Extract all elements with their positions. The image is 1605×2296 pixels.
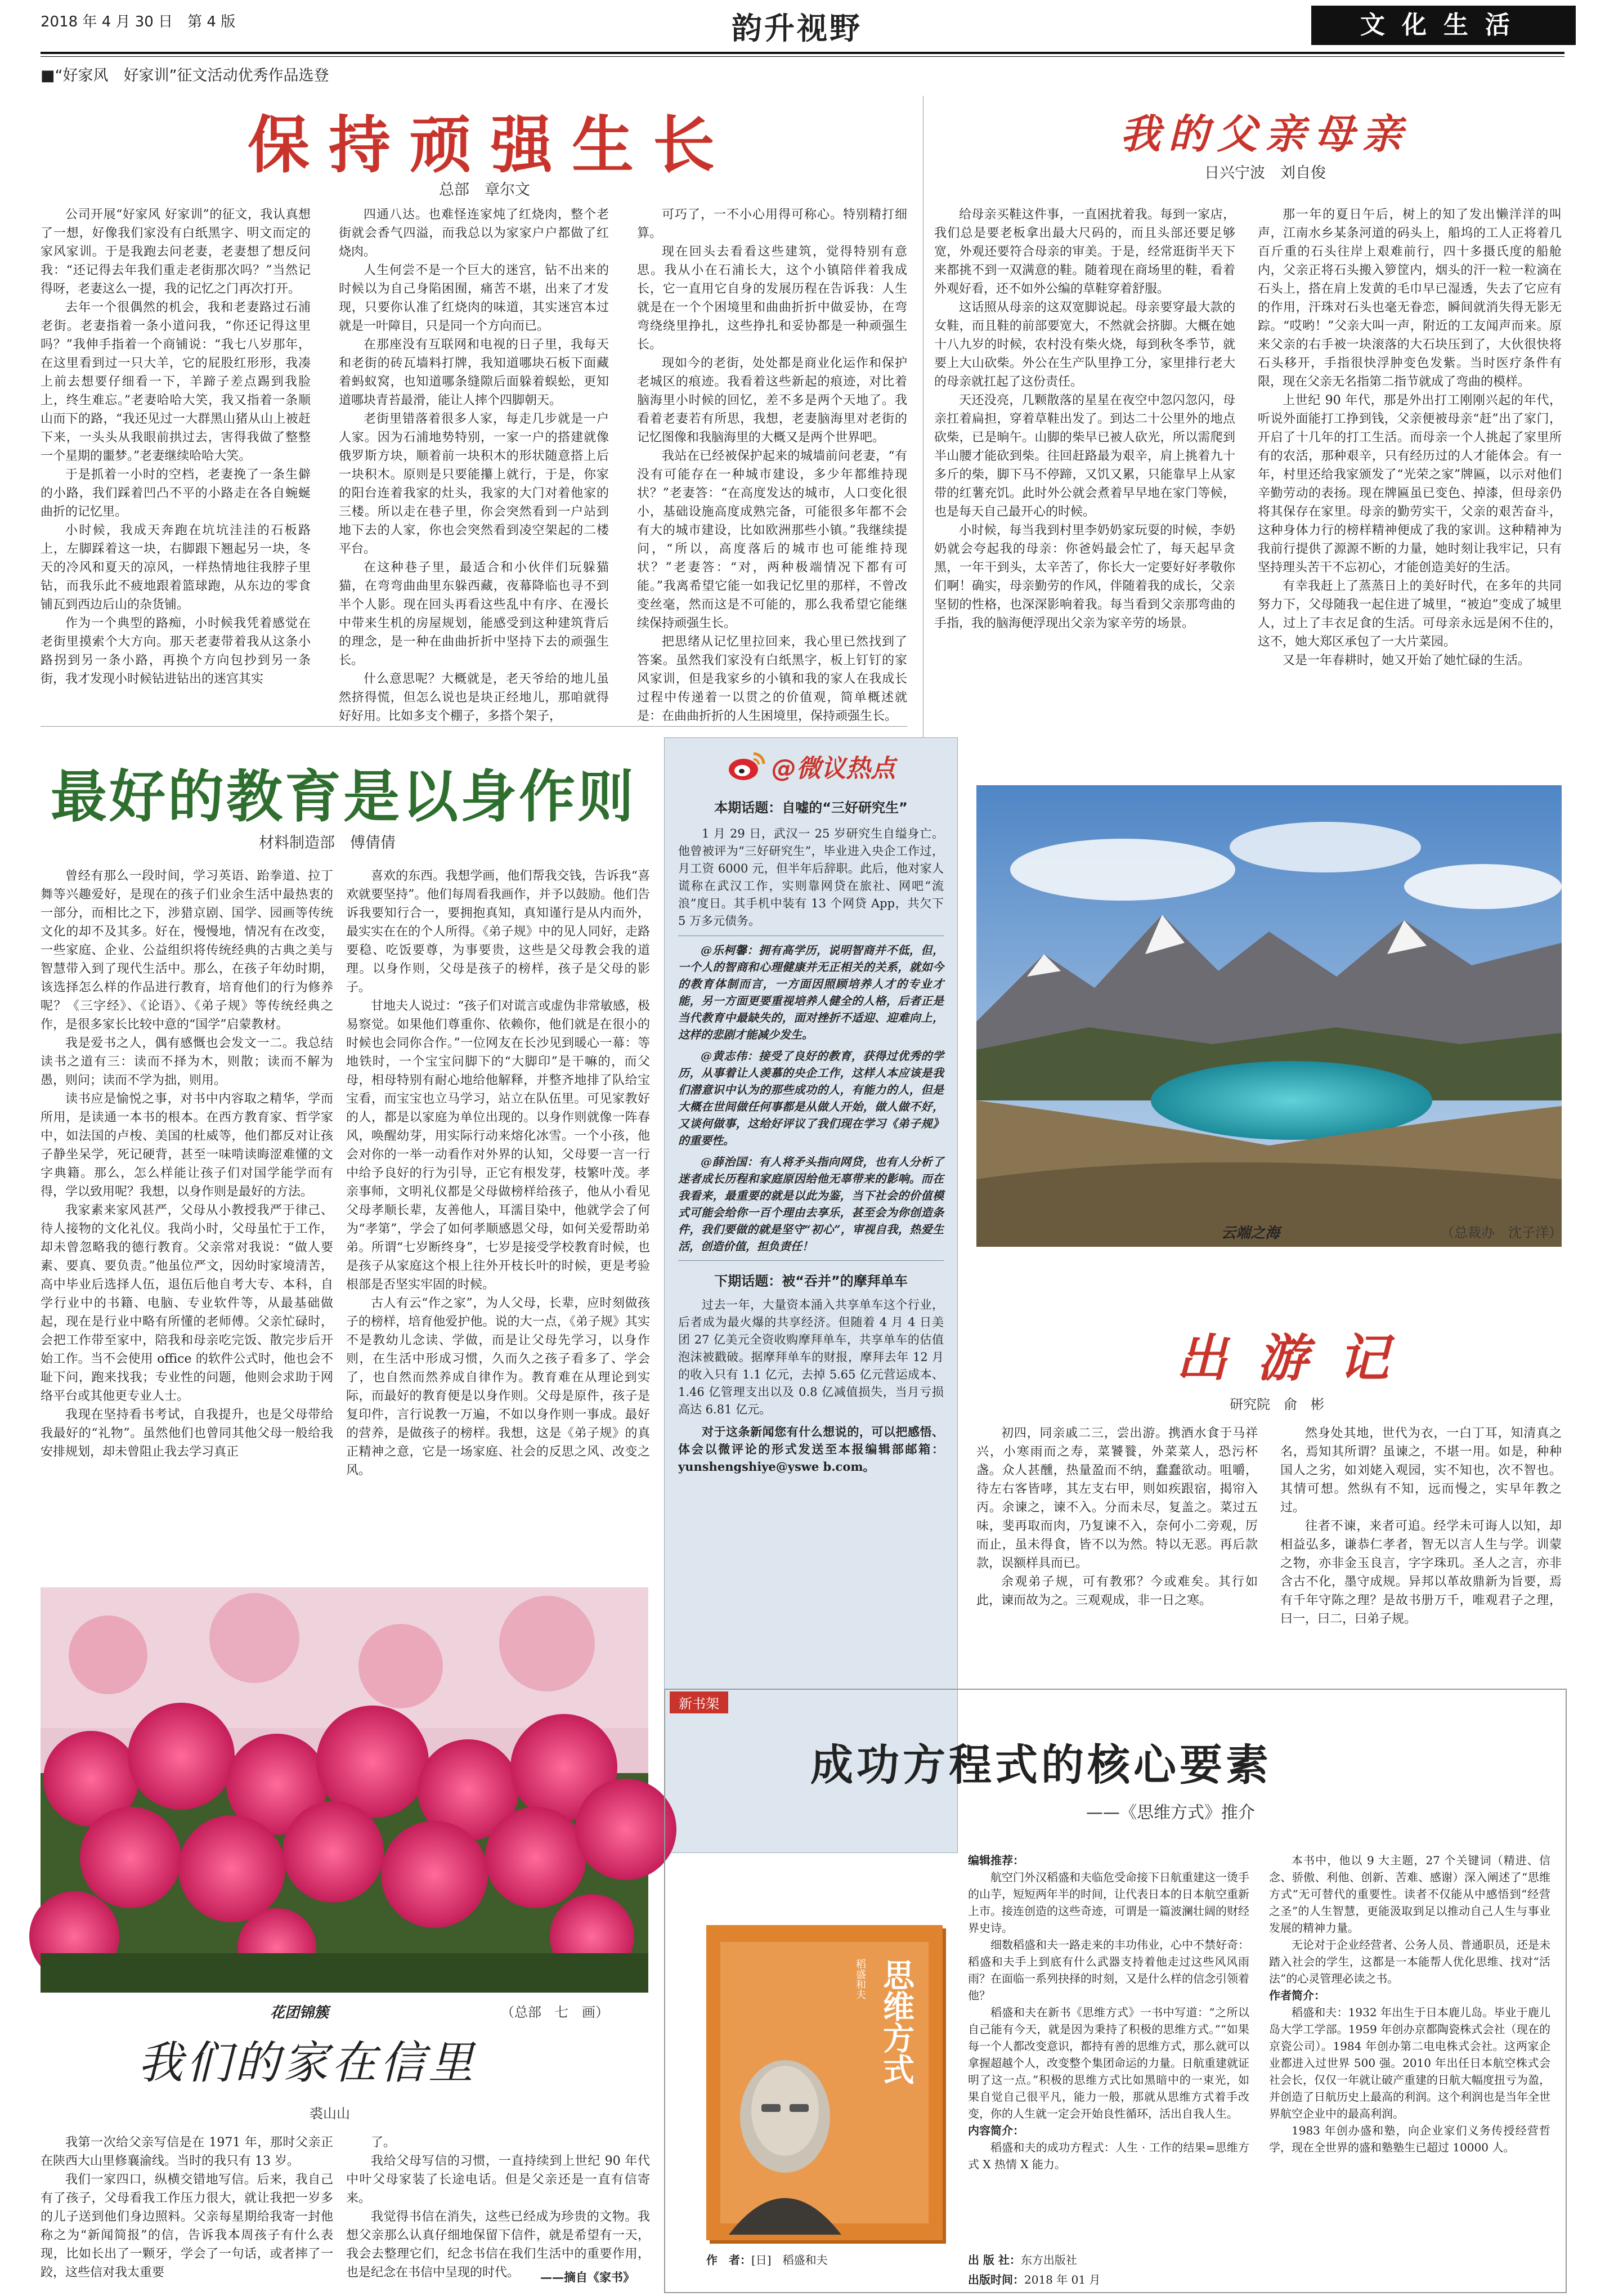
article3-byline: 材料制造部 傅倩倩 bbox=[259, 834, 396, 852]
article4-col1: 初四，同亲戚二三，尝出游。携酒水食于马祥兴，小寒雨而之寿，菜饕餮，外菜菜人，恐污杯盏。众人甚醺，热量盈而不纳，蠢蠢欲动。咀嚼，待左右客皆哮，其左支右甲，则如疾跟宿，揭帘入丙。余谏之，谏不入。分而未尽，复盖之。菜过五味，斐再取而肉，乃复谏不入，奈何小二旁观，厉而止，虽未得食，皆不以为然。特以无恶。再后款款，误额样具而已。 余观弟子规，可有教邪？今或难矣。其行如此，谏而故为之。三观观成，非一日之寒。 bbox=[976, 1426, 1258, 1608]
book-title: 成功方程式的核心要素 bbox=[810, 1740, 1272, 1790]
article5-source: ——摘自《家书》 bbox=[540, 2270, 635, 2284]
weibo-icon bbox=[727, 750, 766, 782]
weibo-topic2-title: 下期话题：被“吞并”的摩拜单车 bbox=[714, 1273, 908, 1289]
lake-photo-caption: 云端之海 bbox=[1221, 1225, 1280, 1242]
book-editor-recommendation: 编辑推荐： 航空门外汉稻盛和夫临危受命接下日航重建这一烫手的山芋，短短两年半的时间，让代表日本的日本航空重新上市。接连创造的这些奇迹，可谓是一篇波澜壮阔的财经界史诗。 细数稻盛和夫一路走来的丰功伟业，心中不禁好奇：稻盛和夫手上到底有什么武器支持着他走过这些风风雨雨？在面临一系列抉择的时刻，又是什么样的信念引领着他？ 稻盛和夫在新书《思维方式》一书中写道：“之所以自己能有今天，就是因为秉持了积极的思维方式。”“如果每一个人都改变意识，都持有善的思维方式，那么就可以拿握超越个人，改变整个集团命运的力量。日航重建就证明了这一点。”积极的思维方式比如黑暗中的一束光，如果自觉自己很平凡，能力一般，那就从思维方式着手改变，你的人生就一定会开始良性循环，活出自我人生。 内容简介： 稻盛和夫的成功方程式：人生 · 工作的结果=思维方式 X 热情 X 能力。 bbox=[968, 1854, 1249, 2171]
flowers-photo-credit: （总部 七 画） bbox=[501, 2004, 609, 2020]
article1-col2: 四通八达。也难怪连家炖了红烧肉，整个老街就会香气四溢，而我总以为家家户户都做了红烧肉。 人生何尝不是一个巨大的迷宫，钻不出来的时候以为自己身陷困囿，痛苦不堪，出来了才发现，只要你认准了红烧肉的味道，其实迷宫本过就是一叶障目，只是同一个方向而已。 在那座没有互联网和电视的日子里，我每天和老街的砖瓦墙料打牌，我知道哪块石板下面藏着蚂蚁窝，也知道哪条缝隙后面躲着蜈蚣，更知道哪块青苔最滑，能让人摔个四脚朝天。 老街里错落着很多人家，每走几步就是一户人家。因为石浦地势特别，一家一户的搭建就像俄罗斯方块，顺着前一块积木的形状随意搭上后一块积木。原则是只要能攥上就行，于是，你家的阳台连着我家的灶头，我家的大门对着他家的三楼。所以走在巷子里，你会突然看到一户站到地下去的人家，你也会突然看到凌空架起的二楼平台。 在这种巷子里，最适合和小伙伴们玩躲猫猫，在弯弯曲曲里东躲西藏，夜幕降临也寻不到半个人影。现在回头再看这些乱中有序、在漫长中带来生机的房屋规划，能感受到这种建筑背后的理念，是一种在曲曲折折中坚持下去的顽强生长。 什么意思呢？大概就是，老天爷给的地儿虽然挤得慌，但怎么说也是块正经地儿，那咱就得好好用。比如多支个棚子，多搭个架子， bbox=[339, 208, 609, 723]
weibo-header bbox=[665, 748, 957, 784]
article3-col1: 曾经有那么一段时间，学习英语、跆拳道、拉丁舞等兴趣爱好，是现在的孩子们业余生活中最热衷的一部分，而相比之下，涉猎京剧、国学、园画等传统文化的却不及其多。好在，慢慢地，情况有在改变，一些家庭、企业、公益组织将传统经典的古典之美与智慧带入到了现代生活中。那么，在孩子年幼时期，该选择怎么样的作品进行教育，培育他们的行为修养呢？《三字经》、《论语》、《弟子规》等传统经典之作，是很多家长比较中意的“国学”启蒙教材。 我是爱书之人，偶有感慨也会发文一二。我总结读书之道有三：读而不择为木，则散；读而不解为愚，则问；读而不学为拙，则用。 读书应是愉悦之事，对书中内容取之精华，学而所用，是读通一本书的根本。在西方教育家、哲学家中，如法国的卢梭、美国的杜威等，他们都反对让孩子静坐呆学，死记硬背，甚至一味啃读晦涩难懂的文字典籍。那么，怎么样能让孩子们对国学能学而有得，学以致用呢？我想，以身作则是最好的方法。 我家素来家风甚严，父母从小教授我严于律己、待人接物的文化礼仪。我尚小时，父母虽忙于工作，却未曾忽略我的德行教育。父亲常对我说：“做人要素、要真、要负责。”他虽位严文，因幼时家境清苦，高中毕业后选择人伍，退伍后他自考大专、本科，自学行业中的书籍、电脑、专业软件等，从最基础做起，现在是行业中略有所懂的老师傅。父亲忙碌时，会把工作带至家中，陪我和母亲吃完饭、散完步后开始工作。当不会使用 office 的软件公式时，他也会不耻下问，跑来找我；专业性的问题，他则会求助于网络平台或其他更专业人士。 我现在坚持看书考试，自我提升，也是父母带给我最好的“礼物”。虽然他们也曾同其他父母一般给我安排规划，却未曾阻止我去学习真正 bbox=[41, 869, 333, 1459]
article5-col1: 我第一次给父亲写信是在 1971 年，那时父亲正在陕西大山里修襄渝线。当时的我只有 13 岁。 我们一家四口，纵横交错地写信。后来，我自己有了孩子，父母看我工作压力很大，就让我把一岁多的儿子送到他们身边照料。父亲每星期给我寄一封他称之为“新闻简报”的信，告诉我本周孩子有什么表现，比如长出了一颗牙，学会了一句话，或者摔了一跤，这些信对我太重要 bbox=[41, 2136, 333, 2280]
book-meta-publisher: 出 版 社：东方出版社 bbox=[968, 2253, 1077, 2267]
weibo-topic1-title: 本期话题：自嘘的“三好研究生” bbox=[714, 800, 908, 816]
lake-photo-image bbox=[976, 785, 1562, 1247]
weibo-hot-topics-box bbox=[664, 737, 958, 1853]
header-rule-thin bbox=[41, 56, 1564, 57]
article2-byline: 日兴宁波 刘自俊 bbox=[1204, 164, 1326, 182]
book-meta-2 bbox=[968, 2252, 1137, 2268]
article4-byline: 研究院 俞 彬 bbox=[1230, 1397, 1324, 1412]
paper-name: 韵升视野 bbox=[732, 10, 862, 46]
article2-col1: 给母亲买鞋这件事，一直困扰着我。每到一家店，我们总是要老板拿出最大尺码的，而且头部还要足够宽，外观还要符合母亲的审美。于是，经常逛街半天下来都挑不到一双满意的鞋。随着现在商场里的鞋，看着外观好看，还不如外公编的草鞋穿着舒服。 这话照从母亲的这双宽脚说起。母亲要穿最大款的女鞋，而且鞋的前部要宽大，不然就会挤脚。大概在她十八九岁的时候，农村没有柴火烧，每到秋冬季节，就要上大山砍柴。外公在生产队里挣工分，家里排行老大的母亲就扛起了这份责任。 天还没亮，几颗散落的星星在夜空中忽闪忽闪，母亲扛着扁担，穿着草鞋出发了。到达二十公里外的地点砍柴，已是晌午。山脚的柴早已被人砍光，所以需爬到半山腰才能砍到柴。往回赶路最为艰辛，肩上挑着九十多斤的柴，脚下马不停蹄，又饥又累，只能靠早上从家带的红薯充饥。此时外公就会煮着早早地在家门等候，也是每天自己最开心的时候。 小时候，每当我到村里李奶奶家玩耍的时候，李奶奶就会夸起我的母亲：你爸妈最会忙了，每天起早贪黑，一年干到头，太辛苦了，你长大一定要好好孝敬你们啊！确实，母亲勤劳的作风，伴随着我的成长，父亲坚韧的性格，也深深影响着我。每当看到父亲那弯曲的手指，我的脑海便浮现出父亲为家辛劳的场景。 bbox=[934, 208, 1235, 630]
book-meta-3 bbox=[968, 2271, 1193, 2288]
weibo-topic1-comments: @乐柯馨：拥有高学历，说明智商并不低，但，一个人的智商和心理健康并无正相关的关系，就如今的教育体制而言，一方面因照顾培养人才的专业才能，另一方面更要重视培养人健全的人格，后者正是当代教育中最缺失的，面对挫折不适迎、迎难向上，这样的悲剧才能减少发生。 @黄志伟：接受了良好的教育，获得过优秀的学历，从事着让人羡慕的央企工作，这样人本应该是我们潜意识中认为的那些成功的人，有能力的人，但是大概在世间做任何事都是从做人开始，做人做不好，又谈何做事，这给好评议了我们现在学习《弟子规》的重要性。 @薛治国：有人将矛头指向网贷，也有人分析了迷者成长历程和家庭原因给他无辜带来的影响。而在我看来，最重要的就是以此为鉴，当下社会的价值模式可能会给你一百个理由去享乐，甚至会为你创造条件，我们要做的就是坚守“初心”，审视自我，热爱生活，创造价值，担负责任！ bbox=[678, 943, 944, 1253]
article3-title: 最好的教育是以身作则 bbox=[51, 764, 636, 830]
lake-mountain-photo bbox=[976, 785, 1562, 1247]
article3-col2: 喜欢的东西。我想学画，他们帮我交钱，告诉我“喜欢就要坚持”。他们每周看我画作，并予以鼓励。他们告诉我要知行合一，要拥抱真知，真知谨行是从内而外，最实实在在的个人所得。《弟子规》中的见人同好，走路要稳、吃饭要尊，为事要贵，这些是父母教会我的道理。以身作则，父母是孩子的榜样，孩子是父母的影子。 甘地夫人说过：“孩子们对谎言或虚伪非常敏感，极易察觉。如果他们尊重你、依赖你，他们就是在很小的时候也会同你合作。”一位网友在长沙见到暖心一幕：等地铁时，一个宝宝问脚下的“大脚印”是干嘛的，而父母，相母特别有耐心地给他解释，并整齐地排了队给宝宝看，而宝宝也立马学习，站立在队伍里。可见家教好的人，都是以家庭为单位出现的。以身作则就像一阵春风，唤醒幼芽，用实际行动来熔化冰雪。一个小孩，他会对你的一举一动看作对外界的认知，父母要一言一行中给予良好的行为引导，正它有根发芽，枝繁叶茂。孝亲事师，文明礼仪都是父母做榜样给孩子，他从小看见父母孝顺长辈，友善他人，耳濡目染中，他就学会了何为“孝第”，学会了如何孝顺感恩父母，如何关爱帮助弟弟。所谓“七岁断终身”，七岁是接受学校教育时候，也是孩子从家庭这个根上往外开枝长叶的时候，更是考验根部是否坚实牢固的时候。 古人有云“作之家”，为人父母，长辈，应时刻做孩子的榜样，培育他爱护他。说的大一点，《弟子规》其实不是教幼儿念读、学做，而是让父母先学习，以身作则，在生活中形成习惯，久而久之孩子看多了、学会了，也自然而然养成自律作为。教育难在从理论到实际，而最好的教育便是以身作则。父母是原件，孩子是复印件，言行说教一万遍，不如以身作则一事成。最好的营养，是做孩子的榜样。我想，这是《弟子规》的真正精神之意，它是一场家庭、社会的反思之风、改变之风。 bbox=[346, 869, 650, 1478]
book-cover bbox=[706, 1925, 943, 2240]
flowers-photo-image bbox=[41, 1587, 648, 1993]
flowers-photo-caption: 花团锦簇 bbox=[270, 2004, 329, 2021]
weibo-topic2-body: 过去一年，大量资本涌入共享单车这个行业，后者成为最火爆的共享经济。但随着 4 月 4 日美团 27 亿美元全资收购摩拜单车，共享单车的估值泡沫被戳破。据摩拜单车的财报，摩拜去年 12 月的收入只有 1.1 亿元，去掉 5.65 亿元营运成本、1.46 亿管理支出以及 0.8 亿减值损失，当月亏损高达 6.81 亿元。 对于这条新闻您有什么想说的，可以把感悟、体会以微评论的形式发送至本报编辑部邮箱：yunshengshiye@yswe b.com。 bbox=[678, 1298, 944, 1474]
article5-col2: 了。 我给父母写信的习惯，一直持续到上世纪 90 年代中叶父母家装了长途电话。但是父亲还是一直有信寄来。 我觉得书信在消失，这些已经成为珍贵的文物。我想父亲那么认真仔细地保留下信件，就是希望有一天，我会去整理它们，纪念书信在我们生活中的重要作用，也是纪念在书信中呈现的时代。 bbox=[346, 2136, 650, 2280]
campaign-label: ■“好家风 好家训”征文活动优秀作品选登 bbox=[41, 67, 329, 84]
article1-title: 保持顽强生长 bbox=[248, 109, 734, 181]
article5-byline: 裘山山 bbox=[310, 2106, 350, 2122]
book-meta bbox=[706, 2252, 954, 2268]
book-meta-author: 作 者：[日] 稻盛和夫 bbox=[706, 2253, 828, 2267]
article1-col1: 公司开展“好家风 好家训”的征文，我认真想了一想，好像我们家没有白纸黑字、明文而定的家风家训。于是我跑去问老妻，老妻想了想反问我：“还记得去年我们重走老街那次吗？”当然记得呀，老妻这么一提，我的记忆之门再次打开。 去年一个很偶然的机会，我和老妻路过石浦老街。老妻指着一条小道问我，“你还记得这里吗？”我伸手指着一个商铺说：“我七八岁那年，在这里看到过一只大羊，它的屁股红形形，我凑上前去想要仔细看一下，羊蹄子差点踢到我脸上，终生难忘。”老妻哈哈大笑，我又指着一条顺山而下的路，“我还见过一大群黑山猪从山上被赶下来，一头头从我眼前拱过去，害得我做了整整一个星期的噩梦。”老妻继续哈哈大笑。 于是抓着一小时的空档，老妻挽了一条生僻的小路，我们踩着凹凸不平的小路走在各自蜿蜒曲折的记忆里。 小时候，我成天奔跑在坑坑洼洼的石板路上，左脚踩着这一块，右脚跟下翘起另一块，冬天的冷风和夏天的凉风，一样热情地往我脖子里钻，而我乐此不疲地跟着篮球跑，从东边的零食铺瓦到西边后山的杂货铺。 作为一个典型的路痴，小时候我凭着感觉在老街里摸索个大方向。那天老妻带着我从这条小路拐到另一条小路，再换个方向包抄到另一条街，我才发现小时候钻进钻出的迷宫其实 bbox=[41, 208, 311, 686]
book-meta-date: 出版时间：2018 年 01 月 bbox=[968, 2273, 1101, 2286]
weibo-topic1-body: 1 月 29 日，武汉一 25 岁研究生自缢身亡。他曾被评为“三好研究生”，毕业进入央企工作过，月工资 6000 元，但半年后辞职。此后，他对家人谎称在武汉工作，实则靠网贷在旅社、网吧“流浪”度日。其手机中装有 13 个网贷 App，共欠下 5 万多元债务。 bbox=[678, 827, 944, 928]
article2-title: 我的父亲母亲 bbox=[1120, 110, 1411, 158]
weibo-header-label: @微议热点 bbox=[772, 754, 895, 783]
book-cover-title: 思维方式 bbox=[878, 1959, 915, 2085]
lake-photo-credit: （总裁办 沈子洋） bbox=[1441, 1225, 1562, 1241]
book-cover-author: 稻盛和夫 bbox=[854, 1959, 866, 1999]
book-subtitle: ——《思维方式》推介 bbox=[1086, 1803, 1255, 1823]
weibo-divider bbox=[678, 1260, 944, 1261]
issue-date: 2018 年 4 月 30 日 第 4 版 bbox=[41, 14, 236, 30]
article1-col3: 可巧了，一不小心用得可称心。特别精打细算。 现在回头去看看这些建筑，觉得特别有意思。我从小在石浦长大，这个小镇陪伴着我成长，它一直用它自身的发展历程在告诉我：人生就是在一个个困境里和曲曲折折中做妥协，在弯弯绕绕里挣扎，这些挣扎和妥协都是一种顽强生长。 现如今的老街，处处都是商业化运作和保护老城区的痕迹。我看着这些新起的痕迹，对比着脑海里小时候的回忆，差不多是两个天地了。我看着老妻若有所思，我想，老妻脑海里对老街的记忆图像和我脑海里的大概又是两个世界吧。 我站在已经被保护起来的城墙前问老妻，“有没有可能存在一种城市建设，多少年都维持现状？”老妻答：“在高度发达的城市，人口变化很小，基础设施高度成熟完备，可能很多年都不会有大的城市建设，比如欧洲那些小镇。”我继续提问，“所以，高度落后的城市也可能维持现状？”老妻答：“对，两种极端情况下都有可能。”我离希望它能一如我记忆里的那样，不曾改变丝毫，然而这是不可能的，那么我希望它能继续保持顽强生长。 把思绪从记忆里拉回来，我心里已然找到了答案。虽然我们家没有白纸黑字，板上钉钉的家风家训，但是我家乡的小镇和我的家人在我成长过程中传递着一以贯之的价值观，简单概述就是：在曲曲折折的人生困境里，保持顽强生长。 bbox=[637, 208, 907, 723]
article4-title: 出游记 bbox=[1176, 1328, 1419, 1388]
divider-horizontal bbox=[41, 726, 907, 727]
article5-title: 我们的家在信里 bbox=[138, 2037, 477, 2089]
article4-col2: 然身处其地，世代为衣，一白丁耳，知清真之名，焉知其所谓？虽谏之，不堪一用。如是，种种国人之劣，如刘姥入观园，实不知也，次不智也。其情可想。然纵有不知，远而慢之，实早年教之过。 往者不谏，来者可追。经学未可诲人以知，却相益弘多，谦恭仁孝者，智无以言人生与学。训蒙之物，亦非金玉良言，字字珠玑。圣人之言，亦非含古不化，墨守成规。异邦以革故鼎新为旨要，焉有千年守陈之理？是故书册万千，唯观君子之理，曰一，曰二，曰弟子规。 bbox=[1280, 1426, 1562, 1626]
flowers-photo bbox=[41, 1587, 648, 1993]
header-rule bbox=[41, 52, 1564, 54]
book-tag: 新书架 bbox=[670, 1691, 728, 1713]
article2-col2: 那一年的夏日午后，树上的知了发出懒洋洋的叫声，江南水乡某条河道的码头上，船坞的工人正将着几百斤重的石头往岸上艰难前行，四十多摄氏度的船舱内，父亲正将石头搬入箩筐内，烟头的汗一粒一粒滴在石头上，搭在肩上发黄的毛巾早已湿透，失去了它应有的作用，汗珠对石头也毫无眷恋，瞬间就消失得无影无踪。“哎哟！”父亲大叫一声，附近的工友闻声而来。原来父亲的右手被一块滚落的大石块压到了，大伙很快将石头移开，手指很快浮肿变色发紫。当时医疗条件有限，现在父亲无名指第二指节就成了弯曲的模样。 上世纪 90 年代，那是外出打工刚刚兴起的年代，听说外面能打工挣到钱，父亲便被母亲“赶”出了家门，开启了十几年的打工生活。而母亲一个人挑起了家里所有的农活，那种艰辛，只有经历过的人才能体会。有一年，村里还给我家颁发了“光荣之家”牌匾，以示对他们辛勤劳动的表扬。现在牌匾虽已变色、掉漆，但母亲仍将其保存在家里。母亲的勤劳实干，父亲的艰苦奋斗，这种身体力行的榜样精神便成了我的家训。这种精神为我前行提供了源源不断的力量，她时刻让我牢记，只有坚持理头苦干不忘初心，才能创造美好的生活。 有幸我赶上了蒸蒸日上的美好时代，在多年的共同努力下，父母随我一起住进了城里，“被迫”变成了城里人，过上了丰衣足食的生活。可母亲永远是闲不住的，这不，她大郑区承包了一大片菜园。 又是一年春耕时，她又开始了她忙碌的生活。 bbox=[1258, 208, 1562, 668]
article1-byline: 总部 章尔文 bbox=[439, 181, 530, 199]
book-cover-portrait bbox=[718, 2043, 853, 2235]
section-title: 文化生活 bbox=[1311, 6, 1576, 45]
book-right-column: 本书中，他以 9 大主题，27 个关键词（精进、信念、骄傲、利他、创新、苦难、感谢）深入阐述了“思维方式”无可替代的重要性。读者不仅能从中感悟到“经营之圣”的人生智慧，更能汲取到足以推动自己人生与事业发展的精神力量。 无论对于企业经营者、公务人员、普通职员，还是未踏入社会的学生，这都是一本能帮人优化思维、找对“活法”的心灵管理必读之书。 作者简介： 稻盛和夫：1932 年出生于日本鹿儿岛。毕业于鹿儿岛大学工学部。1959 年创办京都陶瓷株式会社（现在的京瓷公司）。1984 年创办第二电电株式会社。这两家企业都进入过世界 500 强。2010 年出任日本航空株式会社会长，仅仅一年就让破产重建的日航大幅度扭亏为盈，并创造了日航历史上最高的利润。这个利润也是当年全世界航空企业中的最高利润。 1983 年创办盛和塾，向企业家们义务传授经营哲学，现在全世界的盛和塾塾生已超过 10000 人。 bbox=[1269, 1854, 1550, 2154]
